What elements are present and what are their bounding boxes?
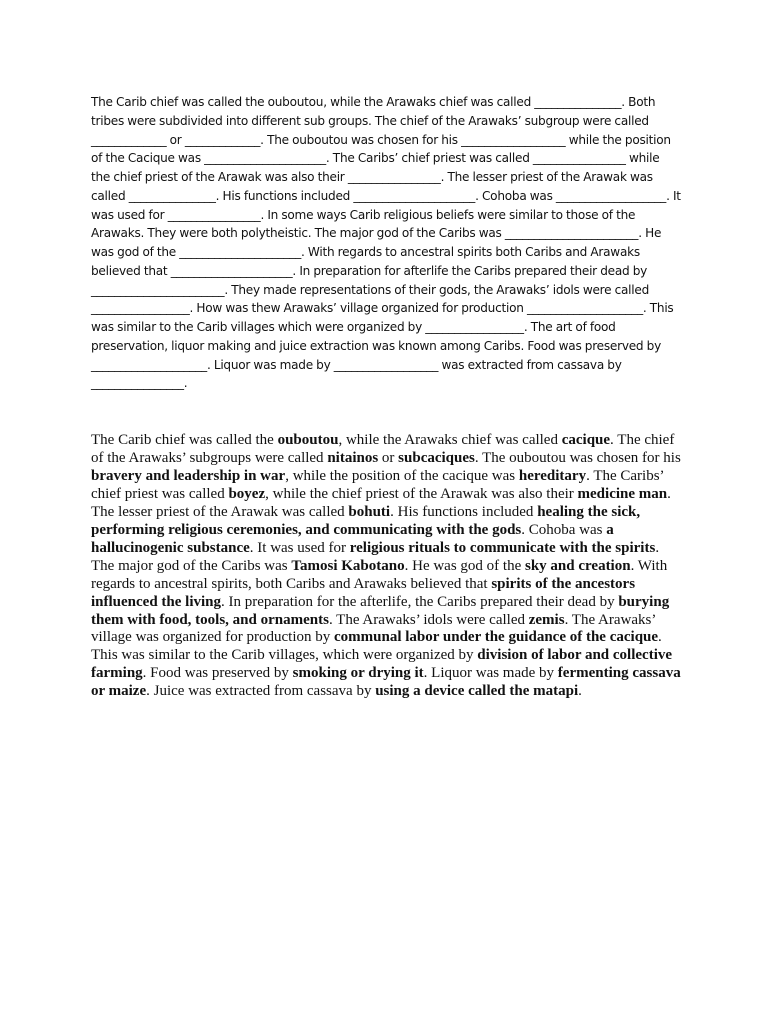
answer-text: sky and creation — [525, 557, 631, 574]
answer-text: ouboutou — [277, 432, 339, 448]
answer-text: fermenting cassava or maize — [91, 665, 681, 700]
answer-text: Tamosi Kabotano — [291, 557, 405, 574]
answer-context-text: . The ouboutou was chosen for his — [474, 449, 681, 466]
answer-text: cacique — [561, 432, 611, 448]
answer-text: burying them with food, tools, and ornaments — [91, 593, 670, 628]
answer-context-text: or — [378, 449, 399, 466]
answer-context-text: . The lesser priest of the Arawak was called — [91, 485, 671, 520]
worksheet-answer-paragraph — [91, 432, 681, 701]
answer-text: nitainos — [327, 449, 379, 466]
answer-context-text: . His functions included — [390, 503, 538, 520]
answer-text: bohuti — [348, 503, 391, 520]
answer-context-text: . Liquor was made by — [423, 665, 558, 682]
answer-context-text: . With regards to ancestral spirits, both Caribs and Arawaks believed that — [91, 557, 668, 592]
answer-context-text: The Carib chief was called the — [91, 432, 278, 448]
answer-context-text: . Food was preserved by — [142, 665, 293, 682]
answer-context-text: , while the chief priest of the Arawak was also their — [265, 485, 578, 502]
answer-text: smoking or drying it — [292, 665, 424, 682]
answer-text: healing the sick, performing religious ceremonies, and communicating with the gods — [91, 503, 641, 538]
answer-text: spirits of the ancestors influenced the living — [91, 575, 636, 610]
answer-context-text: . The chief of the Arawaks’ subgroups were called — [91, 432, 675, 466]
answer-context-text: . Juice was extracted from cassava by — [146, 683, 376, 700]
answer-text: a hallucinogenic substance — [91, 521, 614, 556]
answer-text: subcaciques — [398, 449, 475, 466]
answer-text: bravery and leadership in war — [91, 467, 286, 484]
answer-context-text: . — [578, 683, 582, 700]
answer-text: zemis — [528, 611, 565, 628]
answer-context-text: . The major god of the Caribs was — [91, 539, 660, 574]
worksheet-question-paragraph: The Carib chief was called the ouboutou, while the Arawaks chief was called _______________. Both tribes were subdivided into different sub groups. The chief of the Arawaks’ subgroup were called _____________ or _____________. The ouboutou was chosen for his __________________ while the position of the Cacique was _____________________. The Caribs’ chief priest was called ________________ while the chief priest of the Arawak was also their ________________. The lesser priest of the Arawak was called _______________. His functions included _____________________. Cohoba was ___________________. It was used for ________________. In some ways Carib religious beliefs were similar to those of the Arawaks. They were both polytheistic. The major god of the Caribs was _______________________. He was god of the _____________________. With regards to ancestral spirits both Caribs and Arawaks believed that _____________________. In preparation for afterlife the Caribs prepared their dead by _______________________. They made representations of their gods, the Arawaks’ idols were called _________________. How was thew Arawaks’ village organized for production ____________________. This was similar to the Carib villages which were organized by _________________. The art of food preservation, liquor making and juice extraction was known among Caribs. Food was preserved by ____________________. Liquor was made by __________________ was extracted from cassava by ________________. — [91, 95, 681, 391]
answer-context-text: , while the Arawaks chief was called — [338, 432, 562, 448]
answer-text: medicine man — [577, 485, 668, 502]
answer-text: boyez — [228, 485, 266, 502]
answer-text: hereditary — [518, 467, 587, 484]
answer-context-text: . Cohoba was — [521, 521, 607, 538]
answer-text: division of labor and collective farming — [91, 647, 673, 682]
answer-context-text: , while the position of the cacique was — [285, 467, 519, 484]
answer-context-text: . It was used for — [249, 539, 350, 556]
answer-context-text: . The Caribs’ chief priest was called — [91, 467, 664, 502]
answer-context-text: . The Arawaks’ idols were called — [328, 611, 529, 628]
answer-text: religious rituals to communicate with the spirits — [349, 539, 656, 556]
answer-context-text: . This was similar to the Carib villages, which were organized by — [91, 629, 662, 664]
answer-text: using a device called the matapi — [375, 683, 579, 700]
answer-text: communal labor under the guidance of the cacique — [334, 629, 659, 646]
answer-context-text: . In preparation for the afterlife, the Caribs prepared their dead by — [221, 593, 619, 610]
answer-context-text: . The Arawaks’ village was organized for production by — [91, 611, 656, 646]
answer-context-text: . He was god of the — [404, 557, 525, 574]
